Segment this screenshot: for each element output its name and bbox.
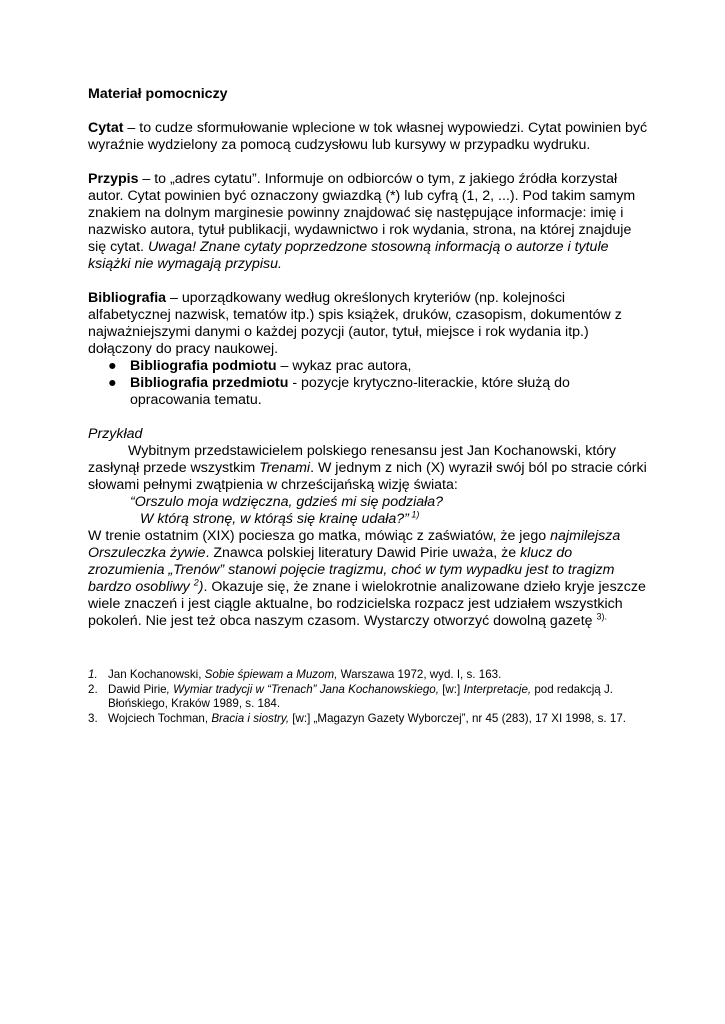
bibliografia-text: – uporządkowany według określonych kryteriów (np. kolejności alfabetycznej nazwisk, tematów itp.) spis książek, druków, czasopism, dokumentów z najważniejszymi danymi o każdej pozycji (autor, tytuł, miejsce i rok wydania itp.) dołączony do pracy naukowej.	[88, 290, 622, 357]
list-item-text: - pozycje krytyczno-literackie, które służą do opracowania tematu.	[130, 375, 570, 408]
footnote-number: 1.	[88, 668, 98, 681]
quote-line-2	[88, 511, 648, 528]
list-item-text: – wykaz prac autora,	[276, 358, 412, 374]
footnote-item	[88, 668, 648, 683]
text-run: Trenami	[259, 460, 311, 476]
przypis-term: Przypis	[88, 171, 139, 187]
text-run: Warszawa 1972, wyd. I, s. 163.	[337, 668, 502, 681]
text-run: Wybitnym przedstawicielem polskiego renesansu jest Jan Kochanowski, który zasłynął przede wszystkim	[88, 443, 616, 476]
text-run: )	[198, 579, 204, 595]
document-body	[88, 86, 648, 630]
quote-line-1: “Orszulo moja wdzięczna, gdzieś mi się podziała?	[130, 494, 444, 510]
text-run: Sobie śpiewam a Muzom,	[204, 668, 338, 681]
footnote-ref: 1)	[408, 509, 420, 520]
footnote-number: 3.	[88, 711, 98, 725]
przypis-note: Uwaga! Znane cytaty poprzedzone stosowną informacją o autorze i tytule książki nie wymagają przypisu.	[88, 239, 609, 272]
footnote-item	[88, 712, 648, 727]
example-paragraph-2	[88, 528, 648, 630]
text-run: Dawid Pirie	[108, 682, 167, 696]
footnote-ref: 2	[193, 577, 199, 588]
cytat-text: – to cudze sformułowanie wplecione w tok własnej wypowiedzi. Cytat powinien być wyraźnie wydzielony za pomocą cudzysłowu lub kursywy w przypadku wydruku.	[88, 120, 648, 153]
list-item	[88, 358, 648, 375]
bibliografia-term: Bibliografia	[88, 290, 167, 306]
text-run: Wojciech Tochman,	[108, 711, 212, 725]
footnote-ref: 3).	[596, 611, 607, 622]
przypis-definition	[88, 171, 648, 273]
text-run: , Wymiar tradycji w “Trenach” Jana Kochanowskiego,	[166, 682, 439, 696]
list-item	[88, 375, 648, 409]
page-title: Materiał pomocniczy	[88, 86, 228, 102]
bullet-icon: ●	[108, 358, 117, 374]
bullet-icon: ●	[108, 375, 117, 391]
text-run: . Znawca polskiej literatury Dawid Pirie uważa, że	[205, 545, 521, 561]
text-run: Bracia i siostry,	[211, 711, 290, 725]
text-run: W którą stronę, w którąś się krainę udała?”	[140, 511, 409, 527]
text-run: klucz do zrozumienia „Trenów” stanowi pojęcie tragizmu, choć w tym wypadku jest to tragizm bardzo osobliwy	[88, 545, 615, 595]
cytat-definition	[88, 120, 648, 154]
footnote-number: 2.	[88, 682, 98, 696]
przypis-text: – to „adres cytatu”. Informuje on odbiorców o tym, z jakiego źródła korzystał autor. Cytat powinien być oznaczony gwiazdką (*) lub cyfrą (1, 2, ...). Pod takim samym znakiem na dolnym marginesie powinny znajdować się następujące informacje: imię i nazwisko autora, tytuł publikacji, wydawnictwo i rok wydania, strona, na której znajduje się cytat.	[88, 171, 636, 255]
text-run: pod redakcją J. Błońskiego, Kraków 1989, s. 184.	[108, 682, 613, 710]
list-item-term: Bibliografia przedmiotu	[130, 375, 289, 391]
text-run: [w:]	[438, 682, 464, 696]
cytat-term: Cytat	[88, 120, 124, 136]
text-run: W trenie ostatnim (XIX) pociesza go matka, mówiąc z zaświatów, że jego	[88, 528, 551, 544]
text-run: Interpretacje,	[463, 682, 532, 696]
text-run: najmilejsza Orszuleczka żywie	[88, 528, 621, 561]
list-item-term: Bibliografia podmiotu	[130, 358, 277, 374]
text-run: Jan Kochanowski,	[108, 668, 205, 681]
bibliografia-definition	[88, 290, 648, 358]
bibliografia-list	[88, 358, 648, 409]
text-run: . Okazuje się, że znane i wielokrotnie analizowane dzieło kryje jeszcze wiele znaczeń i jest ciągle aktualne, bo rodzicielska rozpacz jest udziałem wszystkich pokoleń. Nie jest też obca naszym czasom. Wystarczy otworzyć dowolną gazetę	[88, 579, 646, 629]
example-paragraph-1	[88, 443, 648, 494]
footnote-item	[88, 683, 648, 712]
text-run: . W jednym z nich (X) wyraził swój ból po stracie córki słowami pełnymi zwątpienia w chrześcijańską wizję świata:	[88, 460, 647, 493]
example-heading: Przykład	[88, 426, 143, 442]
text-run: [w:] „Magazyn Gazety Wyborczej”, nr 45 (283), 17 XI 1998, s. 17.	[289, 711, 626, 725]
footnotes	[88, 668, 648, 726]
